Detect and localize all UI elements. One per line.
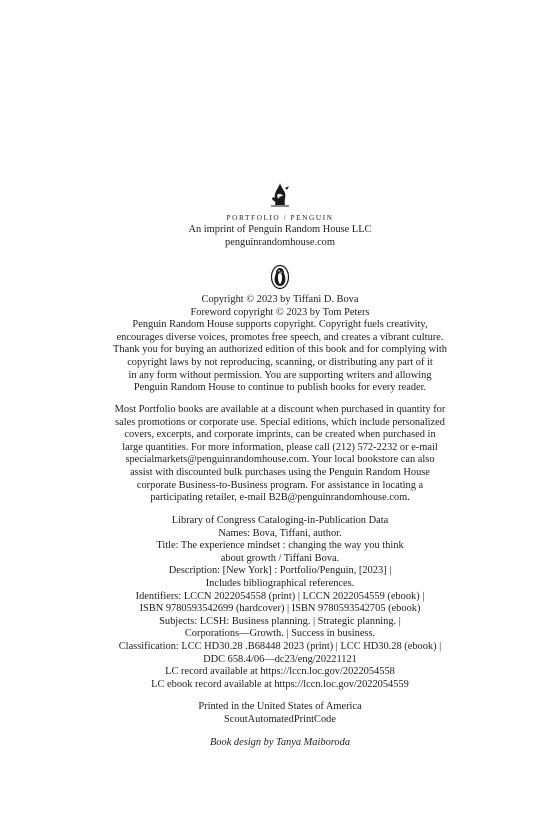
cip-line: DDC 658.4/06—dc23/eng/20221121 — [203, 653, 357, 665]
cip-line: Corporations—Growth. | Success in business. — [184, 628, 376, 640]
cip-line: ISBN 9780593542699 (hardcover) | ISBN 9780593542705 (ebook) — [139, 603, 421, 615]
imprint-block — [0, 212, 560, 249]
copyright-line: encourages diverse voices, promotes free speech, and creates a vibrant culture. — [116, 331, 444, 343]
cip-line: Classification: LCC HD30.28 .B68448 2023 (print) | LCC HD30.28 (ebook) | — [118, 640, 442, 652]
printing-line: Printed in the United States of America — [198, 701, 362, 712]
copyright-line: Copyright © 2023 by Tiffani D. Bova — [201, 294, 359, 305]
cip-line: Identifiers: LCCN 2022054558 (print) | LCCN 2022054559 (ebook) | — [135, 590, 425, 602]
copyright-line: Penguin Random House to continue to publish books for every reader. — [133, 382, 427, 394]
publisher-website: penguinrandomhouse.com — [225, 236, 335, 248]
design-credit-block — [0, 737, 560, 750]
cip-line: LC record available at https://lccn.loc.gov/2022054558 — [165, 666, 395, 678]
publisher-name: PORTFOLIO / PENGUIN — [226, 213, 334, 222]
bulk-sales-line: specialmarkets@penguinrandomhouse.com. Your local bookstore can also — [125, 454, 435, 466]
copyright-line: Penguin Random House supports copyright. Copyright fuels creativity, — [132, 319, 428, 331]
cip-line: Includes bibliographical references. — [205, 577, 355, 589]
cip-line: about growth / Tiffani Bova. — [220, 552, 340, 564]
printing-block — [0, 701, 560, 726]
bulk-sales-line: Most Portfolio books are available at a discount when purchased in quantity for — [114, 404, 446, 415]
cip-line: Library of Congress Cataloging-in-Publication Data — [171, 515, 389, 526]
cip-line: Description: [New York] : Portfolio/Penguin, [2023] | — [168, 565, 392, 577]
bulk-sales-line: corporate Business-to-Business program. For assistance in locating a — [136, 479, 424, 491]
cip-line: LC ebook record available at https://lccn.loc.gov/2022054559 — [151, 678, 409, 690]
cip-line: Names: Bova, Tiffani, author. — [218, 527, 342, 539]
portfolio-logo-icon — [267, 182, 293, 208]
imprint-line: An imprint of Penguin Random House LLC — [188, 224, 372, 235]
printing-line: ScoutAutomatedPrintCode — [224, 713, 336, 725]
bulk-sales-line: participating retailer, e-mail B2B@penguinrandomhouse.com. — [150, 492, 410, 504]
bulk-sales-line: sales promotions or corporate use. Special editions, which include personalized — [115, 416, 445, 428]
cip-line: Subjects: LCSH: Business planning. | Strategic planning. | — [159, 615, 401, 627]
copyright-line: in any form without permission. You are supporting writers and allowing — [128, 369, 432, 381]
copyright-block — [0, 294, 560, 395]
copyright-line: Thank you for buying an authorized edition of this book and for complying with — [113, 344, 447, 356]
design-credit: Book design by Tanya Maiboroda — [209, 737, 351, 748]
bulk-sales-block — [0, 404, 560, 505]
bulk-sales-line: large quantities. For more information, please call (212) 572-2232 or e-mail — [122, 441, 438, 453]
copyright-line: copyright laws by not reproducing, scanning, or distributing any part of it — [127, 356, 433, 368]
bulk-sales-line: assist with discounted bulk purchases using the Penguin Random House — [130, 466, 430, 478]
cip-block — [0, 515, 560, 691]
copyright-line: Foreword copyright © 2023 by Tom Peters — [190, 306, 370, 318]
penguin-logo-icon — [270, 264, 290, 290]
cip-line: Title: The experience mindset : changing the way you think — [156, 540, 404, 552]
bulk-sales-line: covers, excerpts, and corporate imprints, can be created when purchased in — [124, 429, 436, 441]
